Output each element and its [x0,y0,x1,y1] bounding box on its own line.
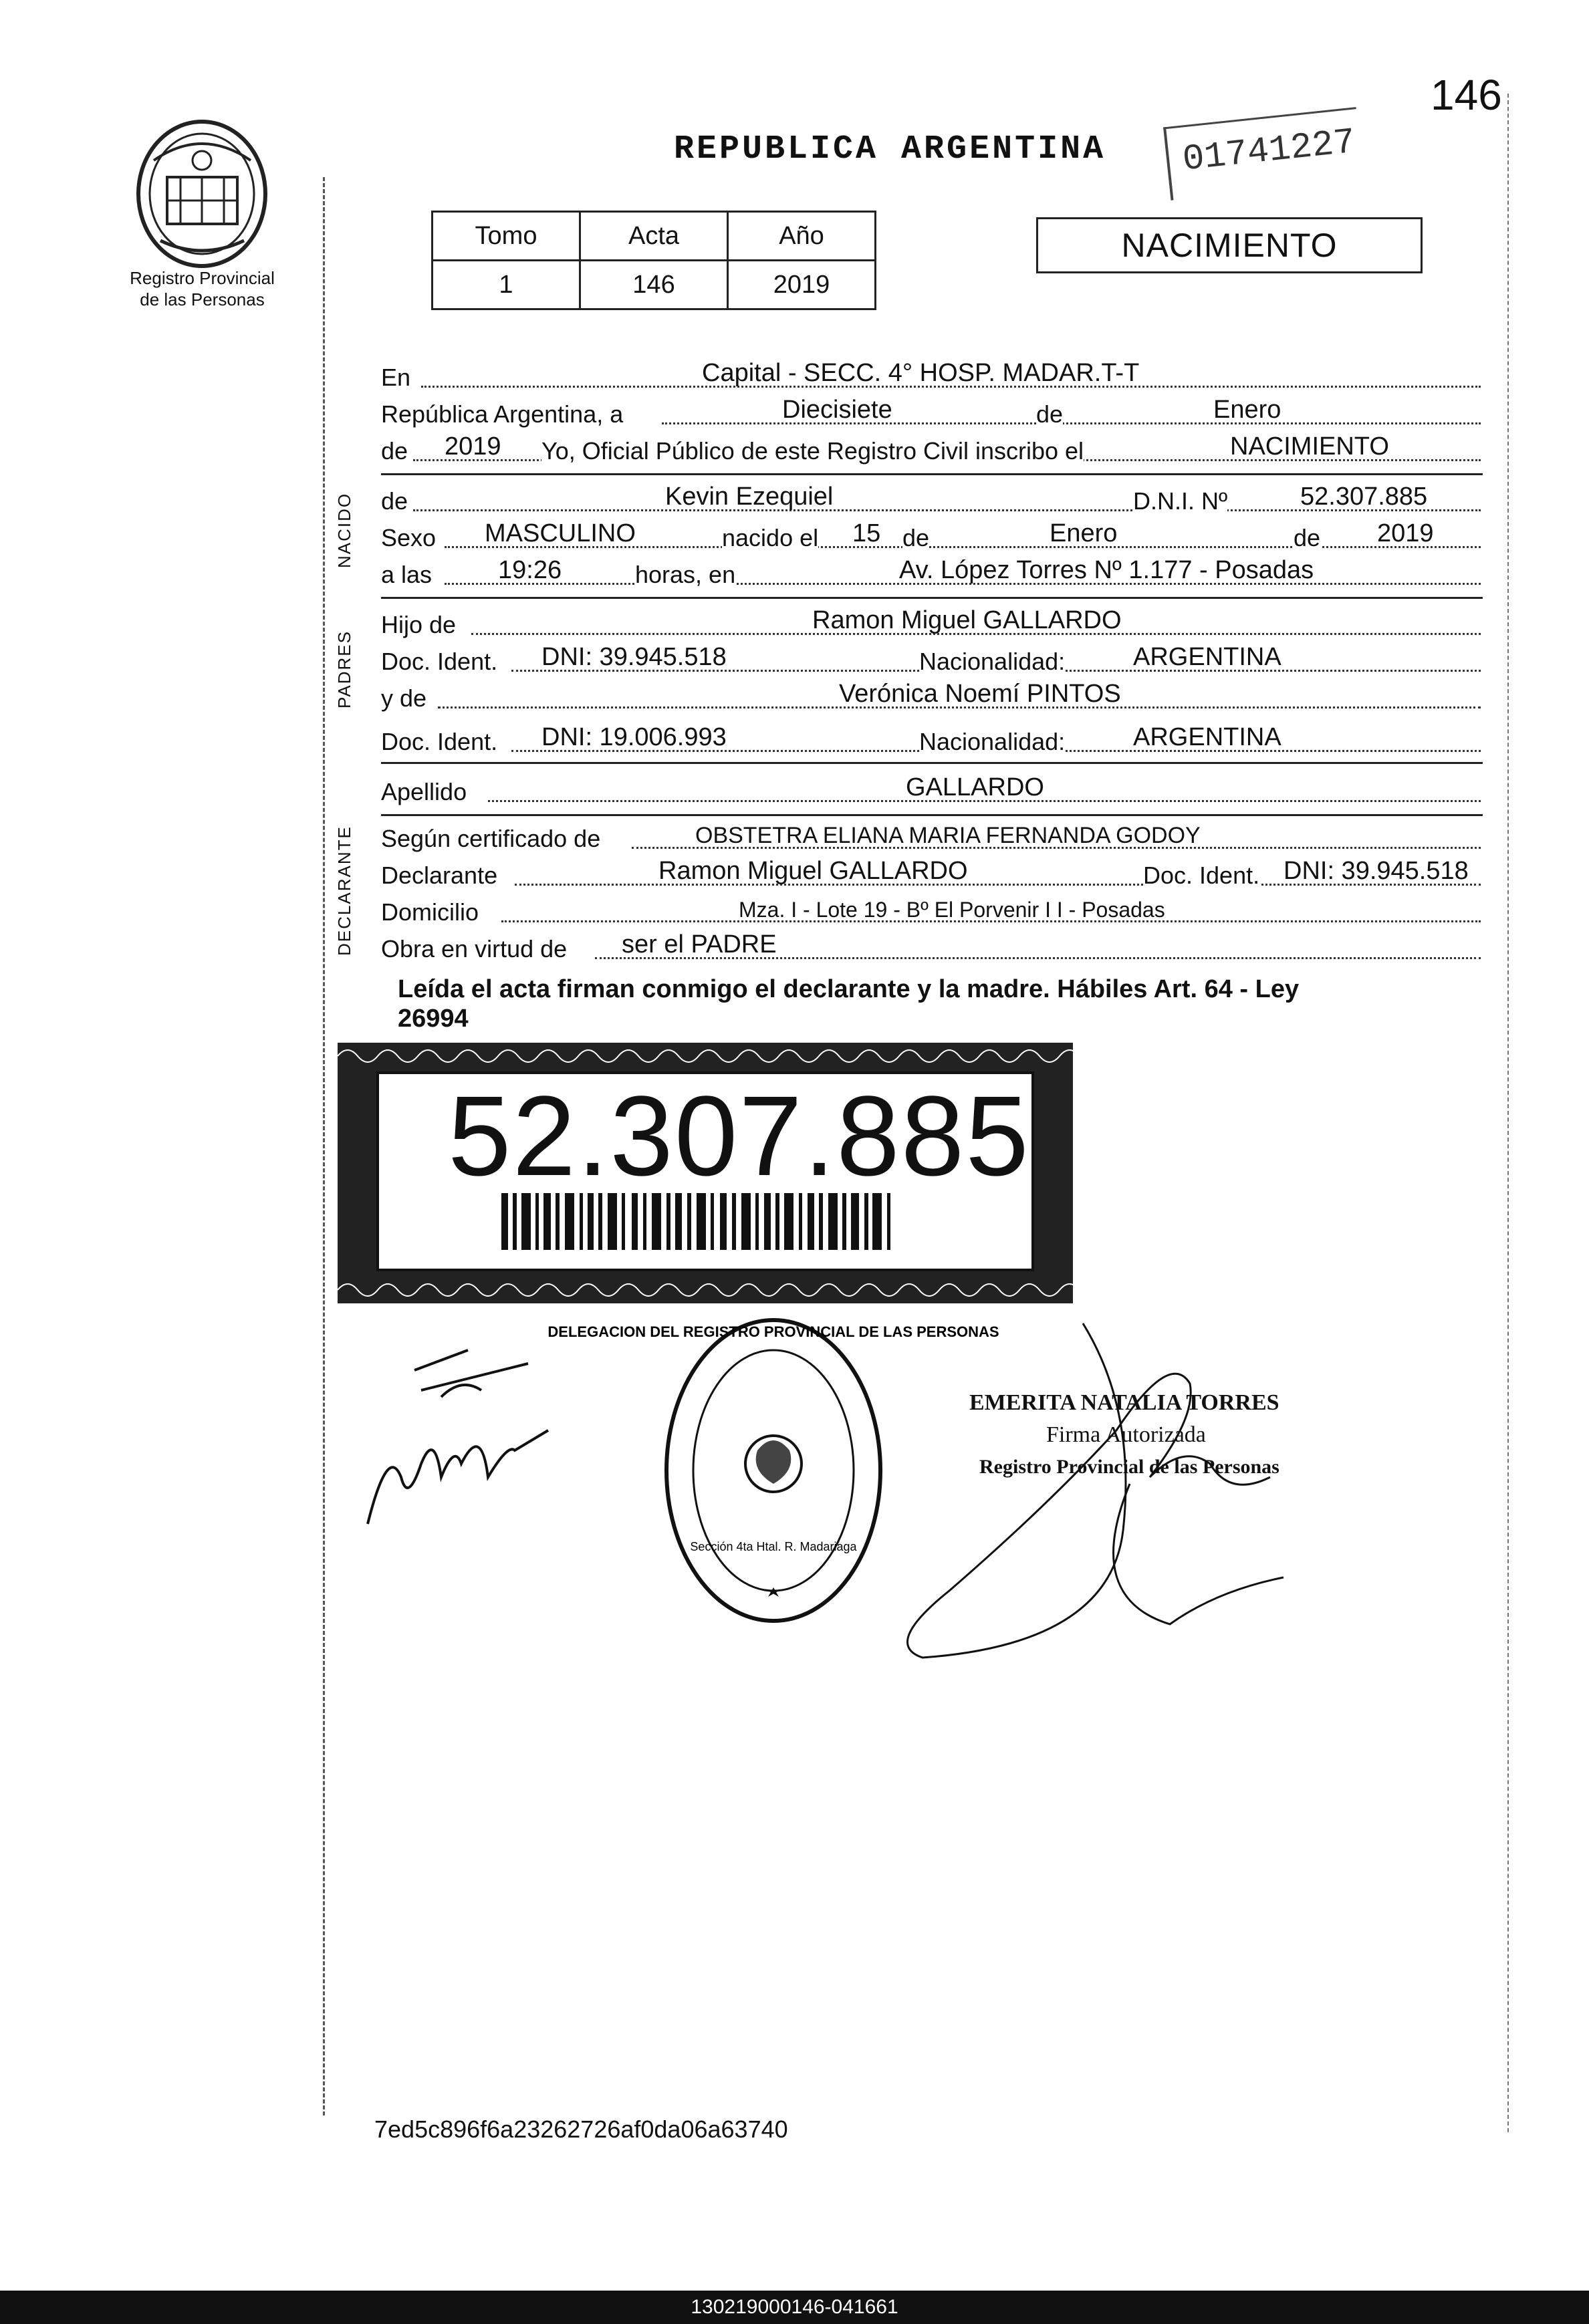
value-doc-padre: DNI: 39.945.518 [541,643,727,671]
document-hash: 7ed5c896f6a23262726af0da06a63740 [374,2115,788,2143]
value-certificado: OBSTETRA ELIANA MARIA FERNANDA GODOY [695,823,1201,848]
authority-name: EMERITA NATALIA TORRES [969,1390,1279,1415]
side-label-nacido: NACIDO [334,492,354,568]
value-nacido-mes: Enero [1050,519,1118,547]
label-nacido-el: nacido el [722,524,819,551]
table-value-anio: 2019 [728,261,876,309]
value-en: Capital - SECC. 4° HOSP. MADAR.T-T [702,359,1140,387]
value-doc-madre: DNI: 19.006.993 [541,723,727,751]
authority-office: Registro Provincial de las Personas [979,1456,1279,1478]
row-domicilio [381,889,1481,929]
stamp-number: 01741227 [1163,107,1364,201]
value-lugar: Av. López Torres Nº 1.177 - Posadas [899,556,1314,584]
official-signature [908,1323,1284,1658]
label-dni: D.N.I. Nº [1133,487,1228,515]
logo-caption-line1: Registro Provincial [130,268,275,288]
value-nacionalidad-padre: ARGENTINA [1133,643,1281,671]
declarante-signature [368,1350,548,1524]
value-nacido-anio: 2019 [1377,519,1434,547]
label-de-anio2: de [1294,524,1321,551]
label-doc-ident: Doc. Ident. [381,648,498,675]
label-republica: República Argentina, a [381,400,624,428]
row-declarante [381,852,1481,892]
label-de: de [1036,400,1064,428]
id-security-label [338,1043,1073,1303]
page-number: 146 [1431,71,1502,119]
logo-caption-line2: de las Personas [140,289,265,309]
value-dni: 52.307.885 [1300,483,1428,511]
closing-text [398,975,1461,1033]
row-inscripcion [381,428,1481,468]
row-fecha-inscripcion [381,391,1481,431]
value-declarante: Ramon Miguel GALLARDO [658,857,968,885]
row-doc-padre [381,638,1481,678]
row-certificado [381,815,1481,856]
label-en: En [381,364,411,391]
section-separator [381,762,1483,764]
row-madre [381,675,1481,715]
label-horas-en: horas, en [635,561,736,588]
logo-caption [114,267,291,310]
label-de-mes: de [902,524,930,551]
side-label-padres: PADRES [334,630,354,708]
seal-inner-text: Sección 4ta Htal. R. Madariaga [690,1540,857,1553]
row-obra [381,926,1481,966]
label-de-anio: de [381,437,408,465]
row-hora-lugar [381,551,1481,592]
table-value-tomo: 1 [433,261,580,309]
document-title: REPUBLICA ARGENTINA [674,130,1106,168]
table-header-acta: Acta [580,212,728,261]
label-y-de: y de [381,684,427,712]
value-domicilio: Mza. I - Lote 19 - Bº El Porvenir I I - Posadas [739,898,1165,922]
value-sexo: MASCULINO [485,519,636,547]
closing-text-line2: 26994 [398,1005,469,1033]
row-sexo [381,515,1481,555]
id-number-large: 52.307.885 [448,1073,1030,1200]
value-anio: 2019 [445,432,501,461]
authority-role: Firma Autorizada [1046,1422,1206,1447]
section-separator [381,473,1483,475]
label-obra-en-virtud: Obra en virtud de [381,935,568,962]
label-nacionalidad: Nacionalidad: [919,728,1066,755]
label-doc-ident: Doc. Ident. [381,728,498,755]
right-margin-line [1507,94,1509,2132]
provincial-registry-logo [127,114,277,274]
closing-text-line1: Leída el acta firman conmigo el declarante y la madre. Hábiles Art. 64 - Ley [398,975,1300,1003]
official-seal [547,1310,999,1631]
label-a-las: a las [381,561,433,588]
label-apellido: Apellido [381,778,467,805]
label-hijo-de: Hijo de [381,611,457,638]
label-declarante: Declarante [381,862,498,889]
row-padre [381,602,1481,642]
section-separator [381,597,1483,599]
value-nombre: Kevin Ezequiel [665,483,834,511]
tomo-acta-anio-table [431,211,876,310]
label-domicilio: Domicilio [381,898,479,926]
table-header-tomo: Tomo [433,212,580,261]
row-nombre [381,478,1481,518]
record-type-box: NACIMIENTO [1036,217,1423,273]
value-obra: ser el PADRE [622,930,777,958]
value-nacionalidad-madre: ARGENTINA [1133,723,1281,751]
row-doc-madre [381,719,1481,759]
label-segun-certificado: Según certificado de [381,825,601,852]
authority-stamp [969,1387,1279,1483]
seal-outer-text: DELEGACION DEL REGISTRO PROVINCIAL DE LAS PERSONAS [547,1323,999,1340]
footer-code: 130219000146-041661 [0,2291,1589,2324]
value-madre: Verónica Noemí PINTOS [839,680,1121,708]
label-nacionalidad: Nacionalidad: [919,648,1066,675]
value-nacido-dia: 15 [852,519,881,547]
value-inscribo: NACIMIENTO [1230,432,1389,461]
label-de-nombre: de [381,487,408,515]
table-header-anio: Año [728,212,876,261]
value-doc-declarante: DNI: 39.945.518 [1284,857,1469,885]
table-value-acta: 146 [580,261,728,309]
value-apellido: GALLARDO [906,773,1044,801]
left-margin-line [323,177,325,2115]
value-dia: Diecisiete [782,396,892,424]
value-mes: Enero [1213,396,1281,424]
label-doc-ident: Doc. Ident. [1143,862,1260,889]
side-label-declarante: DECLARANTE [334,825,354,956]
label-inscribo: Yo, Oficial Público de este Registro Civil inscribo el [541,437,1084,465]
value-padre: Ramon Miguel GALLARDO [812,606,1122,634]
row-en [381,354,1481,394]
row-apellido [381,769,1481,809]
label-sexo: Sexo [381,524,437,551]
value-hora: 19:26 [498,556,562,584]
